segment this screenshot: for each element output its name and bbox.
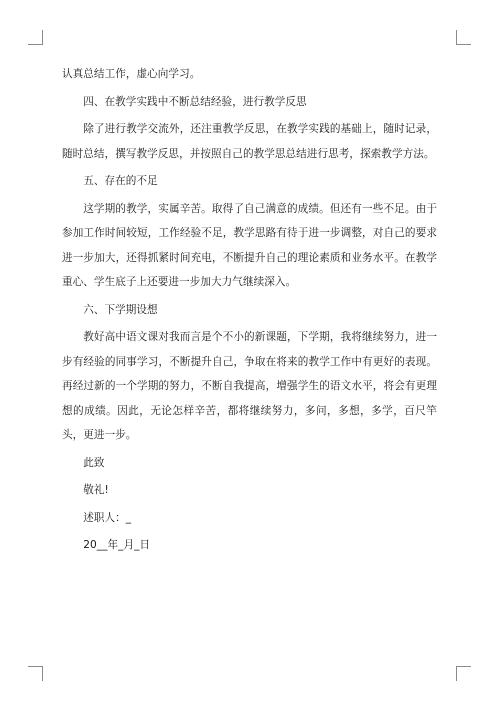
closing-salutation: 此致 xyxy=(83,456,105,469)
section-heading-5: 五、存在的不足 xyxy=(83,175,158,187)
crop-mark-bottom-right xyxy=(456,666,471,681)
closing-regards: 敬礼! xyxy=(83,484,109,496)
paragraph-section-6: 教好高中语文课对我而言是个不小的新课题，下学期，我将继续努力，进一步有经验的同事学习，不断提升自己，争取在将来的教学工作中有更好的表现。再经过新的一个学期的努力，不断自我提高，增强学生的语文水平，将会有更理想的成绩。因此，无论怎样辛苦，都将继续努力，多问，多想，多学，百尺竿头，更进一步。 xyxy=(62,331,437,441)
document-body xyxy=(62,62,437,558)
section-heading-6: 六、下学期设想 xyxy=(83,303,158,316)
section-heading-4: 四、在教学实践中不断总结经验，进行教学反思 xyxy=(83,95,307,108)
crop-mark-bottom-left xyxy=(28,666,43,681)
crop-mark-top-left xyxy=(28,30,43,45)
date-line: 20__年_月_日 xyxy=(83,539,151,551)
paragraph-section-5: 这学期的教学，实属辛苦。取得了自己满意的成绩。但还有一些不足。由于参加工作时间较短，工作经验不足，教学思路有待于进一步调整，对自己的要求进一步加大，还得抓紧时间充电，不断提升自己的理论素质和业务水平。在教学重心、学生底子上还要进一步加大力气继续深入。 xyxy=(62,202,437,288)
signature-line: 述职人：_ xyxy=(83,511,132,524)
paragraph-section-4: 除了进行教学交流外，还注重教学反思，在教学实践的基础上，随时记录，随时总结，撰写教学反思，并按照自己的教学思总结进行思考，探索教学方法。 xyxy=(62,123,437,160)
paragraph-intro-tail: 认真总结工作，虚心向学习。 xyxy=(62,68,201,80)
crop-mark-top-right xyxy=(456,30,471,45)
